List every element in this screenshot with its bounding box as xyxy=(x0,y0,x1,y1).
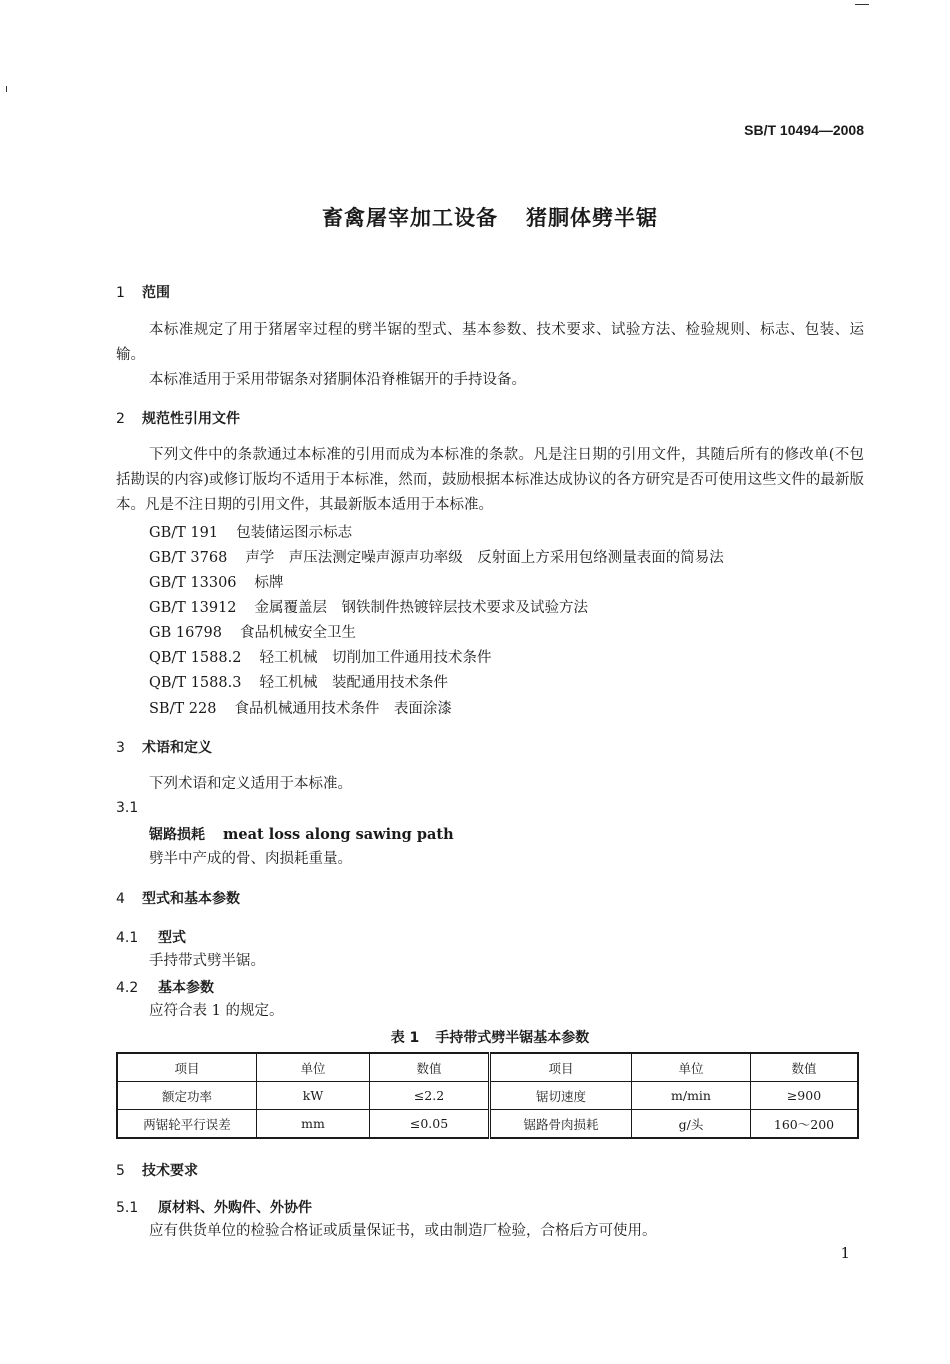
parameters-table xyxy=(116,1052,859,1139)
document-title xyxy=(0,202,950,232)
table-cell: g/头 xyxy=(632,1110,751,1139)
table-cell: kW xyxy=(257,1082,370,1110)
table-header-cell: 数值 xyxy=(370,1053,490,1082)
table-row xyxy=(117,1082,858,1110)
normative-reference: GB 16798 食品机械安全卫生 xyxy=(149,625,356,641)
table-cell: ≤2.2 xyxy=(370,1082,490,1110)
subsection-heading-4-1: 4.1 型式 xyxy=(116,930,186,946)
subsection-4-2-text: 应符合表 1 的规定。 xyxy=(149,1003,284,1019)
subsection-5-1-text: 应有供货单位的检验合格证或质量保证书，或由制造厂检验，合格后方可使用。 xyxy=(149,1223,657,1239)
subsection-number-3-1: 3.1 xyxy=(116,800,139,816)
normative-reference: GB/T 3768 声学 声压法测定噪声源声功率级 反射面上方采用包络测量表面的简易法 xyxy=(149,550,724,566)
term-entry xyxy=(149,822,454,848)
table-header-row xyxy=(117,1053,858,1082)
title-part-1: 畜禽屠宰加工设备 xyxy=(322,206,498,230)
subsection-heading-5-1: 5.1 原材料、外购件、外协件 xyxy=(116,1200,312,1216)
table-header-cell: 项目 xyxy=(490,1053,632,1082)
section-heading-1: 1 范围 xyxy=(116,285,170,301)
section-3-paragraph-1: 下列术语和定义适用于本标准。 xyxy=(149,776,352,792)
table-cell: ≥900 xyxy=(751,1082,859,1110)
table-header-cell: 单位 xyxy=(632,1053,751,1082)
section-1-paragraph-2: 本标准适用于采用带锯条对猪胴体沿脊椎锯开的手持设备。 xyxy=(149,372,526,388)
page-number: 1 xyxy=(840,1244,850,1262)
term-chinese: 锯路损耗 xyxy=(149,827,205,843)
normative-reference: GB/T 191 包装储运图示标志 xyxy=(149,525,353,541)
normative-reference: QB/T 1588.3 轻工机械 装配通用技术条件 xyxy=(149,675,448,691)
table-cell: 160～200 xyxy=(751,1110,859,1139)
section-heading-5: 5 技术要求 xyxy=(116,1163,198,1179)
table-header-cell: 单位 xyxy=(257,1053,370,1082)
table-cell: 额定功率 xyxy=(117,1082,257,1110)
table-caption: 表 1 手持带式劈半锯基本参数 xyxy=(390,1030,590,1046)
table-row xyxy=(117,1110,858,1139)
section-heading-3: 3 术语和定义 xyxy=(116,740,212,756)
scan-mark xyxy=(6,86,7,92)
section-heading-4: 4 型式和基本参数 xyxy=(116,891,240,907)
subsection-heading-4-2: 4.2 基本参数 xyxy=(116,980,214,996)
section-heading-2: 2 规范性引用文件 xyxy=(116,411,240,427)
table-cell: mm xyxy=(257,1110,370,1139)
normative-reference: SB/T 228 食品机械通用技术条件 表面涂漆 xyxy=(149,701,452,717)
table-cell: 两锯轮平行误差 xyxy=(117,1110,257,1139)
normative-reference: GB/T 13306 标牌 xyxy=(149,575,284,591)
normative-reference: QB/T 1588.2 轻工机械 切削加工件通用技术条件 xyxy=(149,650,492,666)
subsection-4-1-text: 手持带式劈半锯。 xyxy=(149,953,265,969)
table-header-cell: 数值 xyxy=(751,1053,859,1082)
scan-mark xyxy=(855,4,869,5)
table-header-cell: 项目 xyxy=(117,1053,257,1082)
table-cell: ≤0.05 xyxy=(370,1110,490,1139)
term-definition: 劈半中产成的骨、肉损耗重量。 xyxy=(149,851,352,867)
document-number: SB/T 10494—2008 xyxy=(744,122,864,138)
normative-reference: GB/T 13912 金属覆盖层 钢铁制件热镀锌层技术要求及试验方法 xyxy=(149,600,589,616)
section-2-paragraph-1: 下列文件中的条款通过本标准的引用而成为本标准的条款。凡是注日期的引用文件，其随后所有的修改单(不包括勘误的内容)或修订版均不适用于本标准，然而，鼓励根据本标准达成协议的各方研究是否可使用这些文件的最新版本。凡是不注日期的引用文件，其最新版本适用于本标准。 xyxy=(116,447,864,513)
table-cell: 锯路骨肉损耗 xyxy=(490,1110,632,1139)
section-1-paragraph-1: 本标准规定了用于猪屠宰过程的劈半锯的型式、基本参数、技术要求、试验方法、检验规则、标志、包装、运输。 xyxy=(116,322,864,363)
term-english: meat loss along sawing path xyxy=(223,826,454,843)
title-part-2: 猪胴体劈半锯 xyxy=(526,206,658,230)
table-cell: 锯切速度 xyxy=(490,1082,632,1110)
table-cell: m/min xyxy=(632,1082,751,1110)
